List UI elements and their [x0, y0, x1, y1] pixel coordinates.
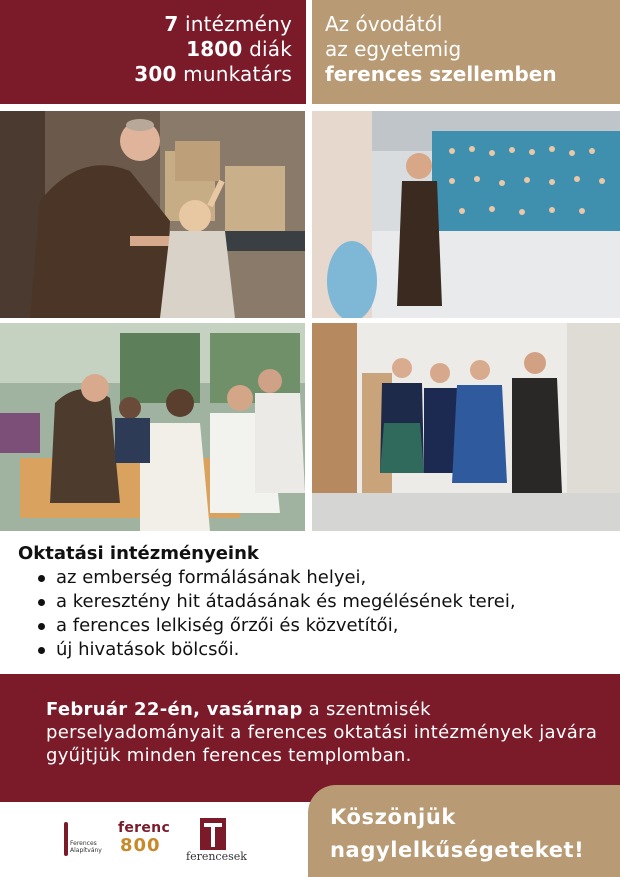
stat-institutions: 7 intézmény: [164, 12, 292, 36]
list-item: a keresztény hit átadásának és megélésének terei,: [34, 590, 608, 614]
institutions-list-section: [18, 542, 608, 662]
photo-friar-in-hall: [312, 111, 620, 318]
list-item: a ferences lelkiség őrzői és közvetítői,: [34, 614, 608, 638]
notice-text: a szentmisék perselyadományait a ferences oktatási intézmények javára gyűjtjük minden ferences templomban.: [46, 699, 598, 766]
notice-date: Február 22-én, vasárnap: [46, 699, 303, 720]
list-item: új hivatások bölcsői.: [34, 638, 608, 662]
ferences-alapitvany-logo: Ferences Alapítvány: [62, 822, 108, 864]
slogan-line-3: ferences szellemben: [325, 62, 557, 86]
slogan-line-2: az egyetemig: [325, 37, 462, 61]
thanks-line-1: Köszönjük: [330, 805, 456, 829]
thanks-banner: [308, 785, 620, 877]
collection-notice: [0, 674, 620, 802]
institutions-list: [34, 566, 608, 662]
ferenc800-logo: ferenc 800: [118, 820, 171, 856]
statistics-panel: [0, 0, 306, 104]
list-item: az emberség formálásának helyei,: [34, 566, 608, 590]
photo-corridor-walk: [312, 323, 620, 531]
photo-friar-with-child: [0, 111, 305, 318]
stat-staff: 300 munkatárs: [134, 62, 292, 86]
slogan-panel: [312, 0, 620, 104]
ferencesek-logo: ferencesek: [186, 818, 246, 864]
photo-friar-with-students: [0, 323, 305, 531]
thanks-line-2: nagylelkűségeteket!: [330, 838, 585, 862]
list-heading: Oktatási intézményeink: [18, 543, 259, 564]
slogan-line-1: Az óvodától: [325, 12, 443, 36]
stat-students: 1800 diák: [186, 37, 292, 61]
